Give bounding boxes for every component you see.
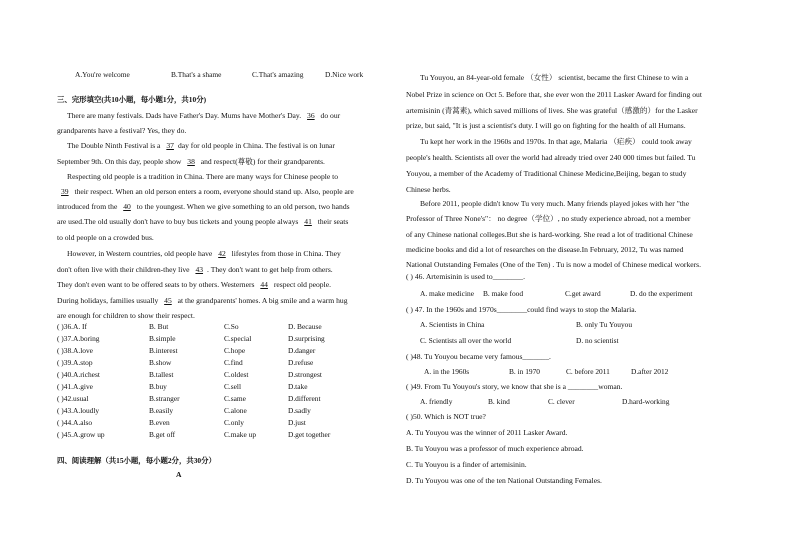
passage-line [57, 265, 333, 275]
reading-heading: 四、阅读理解（共15小题，每小题2分，共30分） [57, 456, 216, 465]
cloze-heading: 三、完形填空(共10小题，每小题1分，共10分) [57, 95, 207, 104]
cloze-question-option-a: ( )40.A.richest [57, 370, 100, 379]
cloze-option-c: C.oldest [224, 370, 249, 379]
blank-number: 41 [304, 217, 312, 226]
question-46: ( ) 46. Artemisinin is used to________. [406, 272, 525, 281]
q47-option-b: B. only Tu Youyou [576, 320, 633, 329]
passage-text: to the youngest. When we give something to an old person, two hands [134, 202, 350, 211]
reading-line: medicine books and did a lot of researches on the disease.In February, 2012, Tu was named [406, 245, 684, 254]
cloze-option-d: D.surprising [288, 334, 325, 343]
cloze-option-b: B.get off [149, 430, 176, 439]
top-option-d: D.Nice work [325, 70, 364, 79]
blank-number: 44 [260, 280, 268, 289]
passage-line [57, 233, 154, 243]
passage-line [67, 111, 340, 121]
q47-option-c: C. Scientists all over the world [420, 336, 512, 345]
blank-number: 40 [123, 202, 131, 211]
cloze-option-d: D. Because [288, 322, 322, 331]
reading-line: Tu kept her work in the 1960s and 1970s. In that age, Malaria （疟疾） could took away [420, 137, 692, 146]
cloze-question-option-a: ( )44.A.also [57, 418, 93, 427]
blank-number: 42 [218, 249, 226, 258]
passage-text: their seats [315, 217, 349, 226]
cloze-question-option-a: ( )36.A. If [57, 322, 87, 331]
cloze-option-b: B.show [149, 358, 172, 367]
q48-option-c: C. before 2011 [566, 367, 610, 376]
passage-text: do our [318, 111, 341, 120]
reading-line: Chinese herbs. [406, 185, 451, 194]
q46-option-d: D. do the experiment [630, 289, 693, 298]
reading-line: Before 2011, people didn't know Tu very much. Many friends played jokes with her "the [420, 199, 690, 208]
top-option-c: C.That's amazing [252, 70, 304, 79]
cloze-option-d: D.danger [288, 346, 316, 355]
cloze-option-d: D.refuse [288, 358, 314, 367]
cloze-option-b: B.easily [149, 406, 174, 415]
passage-text: day for old people in China. The festival is on lunar [177, 141, 335, 150]
cloze-option-c: C.make up [224, 430, 257, 439]
passage-text: However, in Western countries, old people have [67, 249, 215, 258]
q47-option-a: A. Scientists in China [420, 320, 485, 329]
cloze-question-option-a: ( )43.A.loudly [57, 406, 100, 415]
q48-option-a: A. in the 1960s [424, 367, 470, 376]
q50-option-b: B. Tu Youyou was a professor of much experience abroad. [406, 444, 584, 453]
cloze-option-c: C.hope [224, 346, 246, 355]
passage-text: September 9th. On this day, people show [57, 157, 184, 166]
cloze-option-d: D.strongest [288, 370, 322, 379]
cloze-option-d: D.different [288, 394, 321, 403]
cloze-question-option-a: ( )37.A.boring [57, 334, 100, 343]
blank-number: 37 [166, 141, 174, 150]
passage-text: lifestyles from those in China. They [229, 249, 341, 258]
top-option-a: A.You're welcome [75, 70, 130, 79]
cloze-option-c: C.So [224, 322, 239, 331]
cloze-option-b: B.simple [149, 334, 176, 343]
cloze-option-b: B. But [149, 322, 169, 331]
passage-line [57, 311, 195, 321]
q46-option-a: A. make medicine [420, 289, 474, 298]
reading-line: artemisinin (青蒿素), which saved millions of lives. She was grateful（感激的）for the Lasker [406, 106, 698, 115]
cloze-question-option-a: ( )39.A.stop [57, 358, 93, 367]
cloze-option-c: C.sell [224, 382, 242, 391]
cloze-option-c: C.find [224, 358, 243, 367]
blank-number: 45 [164, 296, 172, 305]
question-47: ( ) 47. In the 1960s and 1970s________could find ways to stop the Malaria. [406, 305, 637, 314]
passage-text: don't often live with their children-they live [57, 265, 192, 274]
blank-number: 38 [187, 157, 195, 166]
passage-text: and respect(尊敬) for their grandparents. [198, 157, 325, 166]
passage-text: Respecting old people is a tradition in China. There are many ways for Chinese people to [67, 172, 339, 181]
passage-line [57, 202, 350, 212]
passage-text: They don't even want to be offered seats to by others. Westerners [57, 280, 257, 289]
passage-text: respect old people. [271, 280, 331, 289]
cloze-option-d: D.get together [288, 430, 331, 439]
blank-number: 39 [61, 187, 69, 196]
cloze-question-option-a: ( )41.A.give [57, 382, 93, 391]
cloze-option-b: B.even [149, 418, 170, 427]
passage-line [67, 249, 341, 259]
reading-line: of any Chinese national colleges.But she is hard-working. She read a lot of traditional Chinese [406, 230, 693, 239]
reading-line: people's health. Scientists all over the world had already tried over 240 000 times but failed. Tu [406, 153, 696, 162]
reading-line: prize, but said, "It is just a scientist's duty. I will go on fighting for the health of all Humans. [406, 121, 686, 130]
section-a-label: A [176, 470, 182, 479]
q47-option-d: D. no scientist [576, 336, 619, 345]
blank-number: 36 [307, 111, 315, 120]
blank-number: 43 [195, 265, 204, 274]
q48-option-b: B. in 1970 [509, 367, 541, 376]
cloze-question-option-a: ( )45.A.grow up [57, 430, 105, 439]
cloze-option-d: D.sadly [288, 406, 311, 415]
cloze-option-b: B.tallest [149, 370, 174, 379]
cloze-option-d: D.just [288, 418, 306, 427]
passage-line [57, 157, 325, 167]
top-option-b: B.That's a shame [171, 70, 222, 79]
q49-option-a: A. friendly [420, 397, 453, 406]
passage-text: . They don't want to get help from others. [207, 265, 333, 274]
passage-line [57, 217, 348, 227]
passage-line [57, 187, 354, 197]
cloze-option-c: C.only [224, 418, 244, 427]
passage-text: at the grandparents' homes. A big smile and a warm hug [175, 296, 348, 305]
q50-option-d: D. Tu Youyou was one of the ten National Outstanding Females. [406, 476, 602, 485]
cloze-question-option-a: ( )42.usual [57, 394, 89, 403]
passage-text: introduced from the [57, 202, 120, 211]
passage-text: During holidays, families usually [57, 296, 161, 305]
cloze-option-b: B.interest [149, 346, 178, 355]
question-50: ( )50. Which is NOT true? [406, 412, 486, 421]
passage-line [67, 141, 335, 151]
reading-line: Professor of Three None's"： no degree（学位）, no study experience abroad, not a member [406, 214, 691, 223]
q49-option-b: B. kind [488, 397, 510, 406]
cloze-option-b: B.stranger [149, 394, 180, 403]
passage-text: grandparents have a festival? Yes, they do. [57, 126, 187, 135]
passage-text: are enough for children to show their respect. [57, 311, 195, 320]
q49-option-d: D.hard-working [622, 397, 670, 406]
q50-option-a: A. Tu Youyou was the winner of 2011 Lasker Award. [406, 428, 568, 437]
q49-option-c: C. clever [548, 397, 575, 406]
passage-line [67, 172, 338, 182]
passage-text: their respect. When an old person enters a room, everyone should stand up. Also, people are [72, 187, 354, 196]
question-49: ( )49. From Tu Youyou's story, we know that she is a ________woman. [406, 382, 623, 391]
passage-line [57, 280, 331, 290]
q48-option-d: D.after 2012 [631, 367, 669, 376]
cloze-option-c: C.alone [224, 406, 247, 415]
q50-option-c: C. Tu Youyou is a finder of artemisinin. [406, 460, 527, 469]
passage-line [57, 296, 348, 306]
passage-text: to old people on a crowded bus. [57, 233, 154, 242]
cloze-option-c: C.special [224, 334, 252, 343]
passage-text: The Double Ninth Festival is a [67, 141, 163, 150]
q46-option-c: C.get award [565, 289, 601, 298]
reading-line: Nobel Prize in science on Oct 5. Before that, she ever won the 2011 Lasker Award for finding out [406, 90, 702, 99]
passage-text: are used.The old usually don't have to buy bus tickets and young people always [57, 217, 301, 226]
passage-text: There are many festivals. Dads have Father's Day. Mums have Mother's Day. [67, 111, 304, 120]
cloze-option-b: B.buy [149, 382, 167, 391]
cloze-option-d: D.take [288, 382, 308, 391]
reading-line: Tu Youyou, an 84-year-old female （女性） scientist, became the first Chinese to win a [420, 73, 689, 82]
cloze-question-option-a: ( )38.A.love [57, 346, 93, 355]
cloze-option-c: C.same [224, 394, 246, 403]
q46-option-b: B. make food [483, 289, 524, 298]
reading-line: National Outstanding Females (One of the Ten) . Tu is now a model of Chinese medical workers. [406, 260, 702, 269]
passage-line [57, 126, 186, 136]
reading-line: Youyou, a member of the Academy of Traditional Chinese Medicine,Beijing, began to study [406, 169, 687, 178]
question-48: ( )48. Tu Youyou became very famous_______. [406, 352, 551, 361]
